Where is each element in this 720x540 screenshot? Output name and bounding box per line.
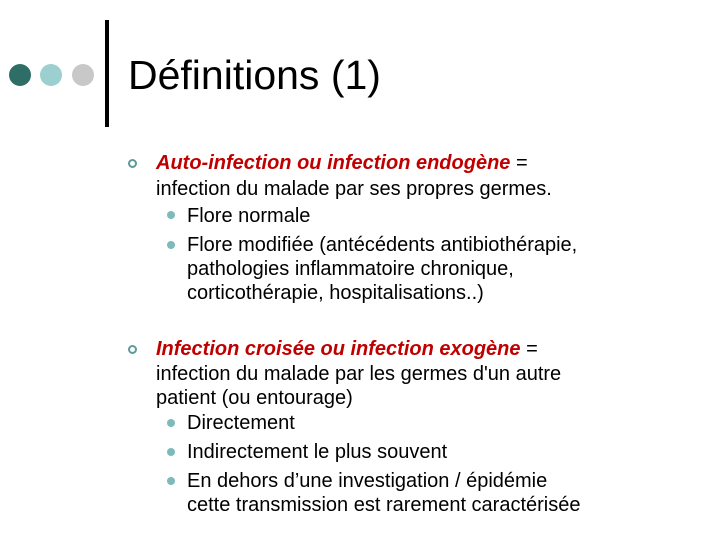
item-2-sub-3-line-2: cette transmission est rarement caractérisée [187,494,581,516]
sub-bullet-icon [167,241,175,249]
sub-bullet-icon [167,419,175,427]
item-2-sub-2-line-1: Indirectement le plus souvent [187,441,448,463]
bullet-ring-icon [128,159,137,168]
item-2-equals: = [520,338,538,360]
item-2-line-1 [156,336,538,362]
item-1-line-2: infection du malade par ses propres germes. [156,178,552,200]
slide-title: Définitions (1) [128,52,381,98]
item-2-sub-3-line-1: En dehors d’une investigation / épidémie [187,470,548,492]
sub-bullet-icon [167,211,175,219]
sub-bullet-icon [167,448,175,456]
item-2-term: Infection croisée ou infection exogène [156,338,521,360]
item-2-sub-1-line-1: Directement [187,412,295,434]
sub-bullet-icon [167,477,175,485]
item-2-line-2: infection du malade par les germes d'un autre [156,363,562,385]
item-1-line-1 [156,150,528,176]
item-1-sub-2-line-1: Flore modifiée (antécédents antibiothérapie, [187,234,578,256]
item-1-sub-1-line-1: Flore normale [187,205,311,227]
item-1-sub-2-line-3: corticothérapie, hospitalisations..) [187,282,484,304]
item-2-line-3: patient (ou entourage) [156,387,353,409]
item-1-sub-2-line-2: pathologies inflammatoire chronique, [187,258,514,280]
bullet-ring-icon [128,345,137,354]
item-1-term: Auto-infection ou infection endogène [156,152,511,174]
item-1-equals: = [510,152,528,174]
